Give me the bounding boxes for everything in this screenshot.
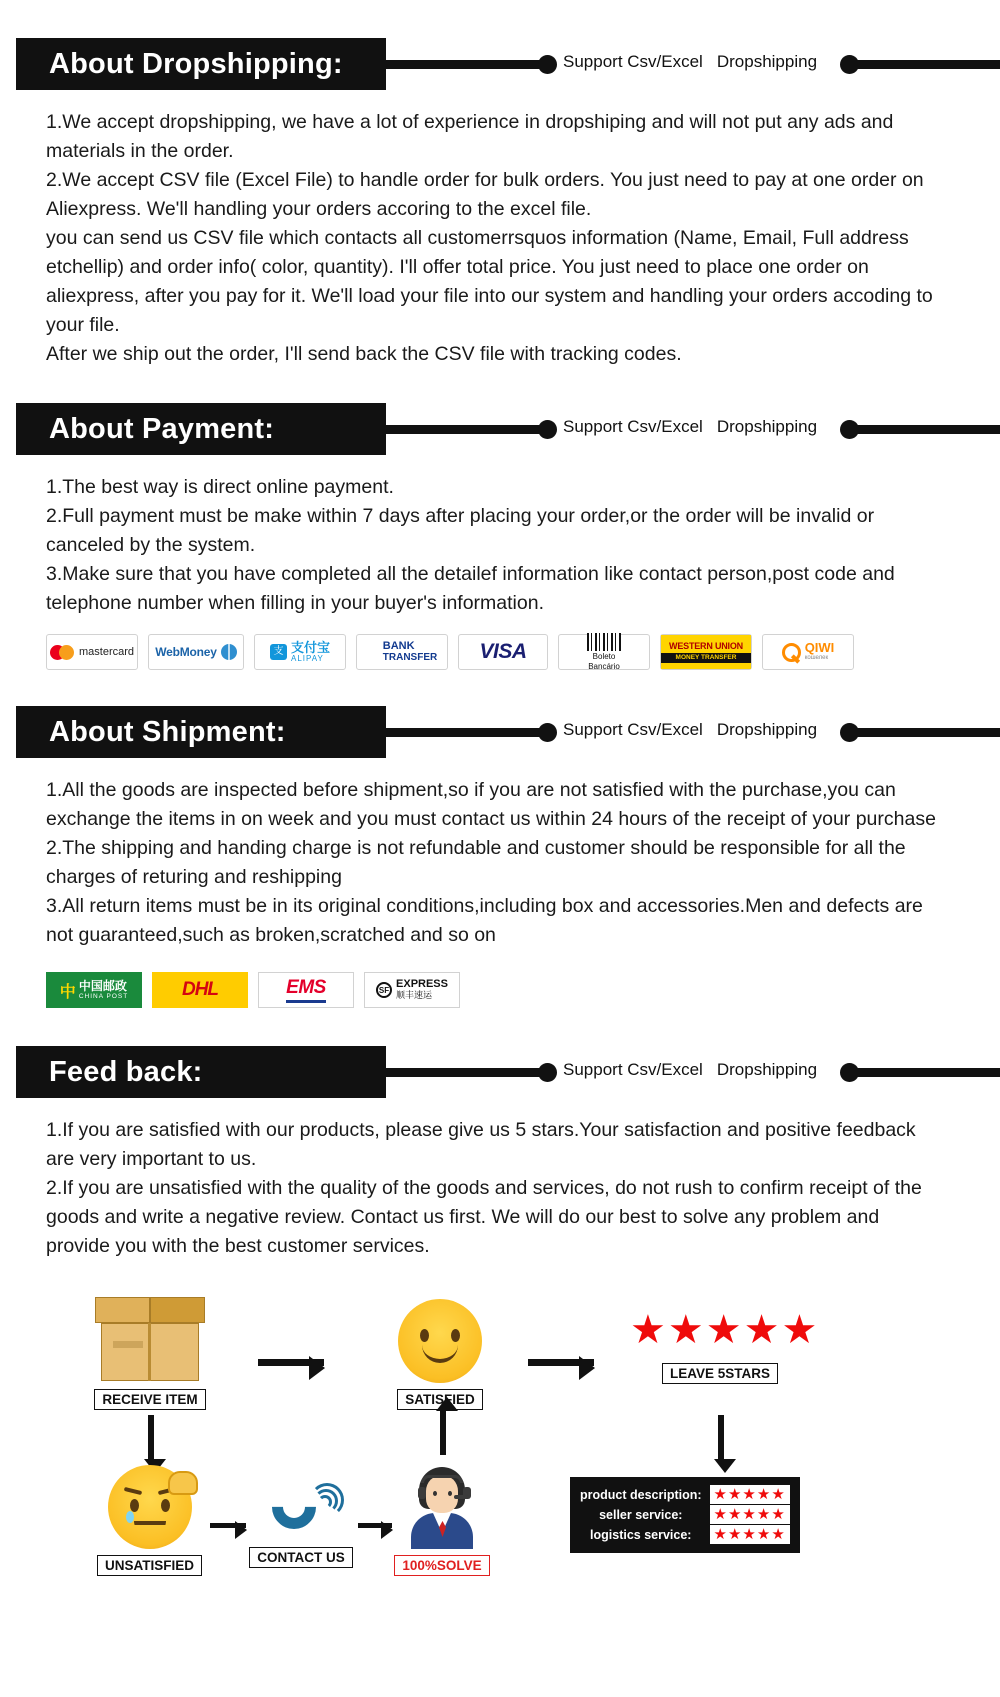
sad-face-icon	[108, 1465, 192, 1549]
page-title: About Payment:	[49, 412, 275, 445]
qiwi-label: QIWI	[804, 640, 835, 655]
header-dot-left	[538, 55, 557, 74]
shipping-logo-dhl	[152, 972, 248, 1008]
section-title-box	[16, 706, 386, 758]
payment-logos	[0, 618, 1000, 670]
header-dot-left	[538, 420, 557, 439]
section-body-dropshipping	[0, 90, 1000, 369]
header-bar-left	[386, 728, 541, 737]
section-about-shipment	[0, 670, 1000, 1008]
header-dot-left	[538, 1063, 557, 1082]
payment-logo-alipay	[254, 634, 346, 670]
five-stars-icon: ★★★★★	[630, 1308, 820, 1352]
transfer-label: TRANSFER	[382, 652, 438, 663]
ratings-box	[570, 1477, 800, 1553]
flow-arrow-contact-to-solve	[358, 1523, 392, 1528]
rating-stars-seller-service: ★★★★★	[710, 1505, 790, 1524]
happy-face-icon	[398, 1299, 482, 1383]
flow-label-contact-us: CONTACT US	[249, 1547, 353, 1568]
header-dot-left	[538, 723, 557, 742]
paragraph: After we ship out the order, I'll send back the CSV file with tracking codes.	[46, 343, 682, 365]
mastercard-icon	[50, 645, 74, 660]
sf-label-zh: 顺丰速运	[396, 990, 433, 1000]
support-dropshipping-label: Dropshipping	[716, 52, 818, 71]
payment-logo-bank-transfer	[356, 634, 448, 670]
visa-label: VISA	[479, 640, 527, 663]
support-dropshipping-label: Dropshipping	[716, 720, 818, 739]
paragraph: 1.The best way is direct online payment.	[46, 476, 394, 498]
rating-stars-cell	[710, 1485, 790, 1505]
section-header-shipment	[0, 706, 1000, 758]
shipping-logos	[0, 950, 1000, 1008]
shipping-logo-sf-express	[364, 972, 460, 1008]
flow-label-leave-5stars: LEAVE 5STARS	[662, 1363, 778, 1384]
header-support-text	[563, 720, 817, 740]
china-post-label-en: CHINA POST	[78, 992, 129, 1000]
flow-label-unsatisfied: UNSATISFIED	[97, 1555, 202, 1576]
flow-node-receive-item	[90, 1297, 210, 1410]
flow-node-ratings	[570, 1477, 800, 1558]
payment-logo-mastercard	[46, 634, 138, 670]
package-box-icon	[95, 1297, 205, 1383]
paragraph: 2.If you are unsatisfied with the quality of the goods and services, do not rush to confirm receipt of the goods and write a negative review. Contact us first. We will do our best to solve any problem and provide you with the best customer services.	[46, 1177, 922, 1257]
flow-arrow-receive-to-unsatisfied	[148, 1415, 154, 1459]
support-csv-excel-label: Support Csv/Excel	[563, 720, 703, 739]
flow-node-contact-us	[247, 1467, 355, 1568]
paragraph: 1.We accept dropshipping, we have a lot of experience in dropshiping and will not put any ads and materials in the order.	[46, 111, 894, 162]
paragraph: you can send us CSV file which contacts all customerrsquos information (Name, Email, Full address etchellip) and order info( color, quantity). I'll offer total price. You just need to place one order on aliexpress, after you pay for it. We'll load your file into our system and handling your orders accoding to your file.	[46, 227, 933, 336]
support-dropshipping-label: Dropshipping	[716, 1060, 818, 1079]
header-bar-right	[856, 1068, 1000, 1077]
section-body-payment	[0, 455, 1000, 618]
flow-arrow-stars-to-ratings	[718, 1415, 724, 1459]
flow-label-solve: 100%SOLVE	[394, 1555, 489, 1576]
support-agent-icon	[399, 1463, 485, 1549]
header-bar-left	[386, 1068, 541, 1077]
support-csv-excel-label: Support Csv/Excel	[563, 417, 703, 436]
paragraph: 2.Full payment must be make within 7 days after placing your order,or the order will be invalid or canceled by the system.	[46, 505, 875, 556]
rating-stars-cell	[710, 1505, 790, 1525]
china-post-mark: 中	[59, 983, 76, 1001]
boleto-label-2: Bancário	[588, 662, 620, 671]
header-bar-right	[856, 728, 1000, 737]
shipping-logo-ems	[258, 972, 354, 1008]
support-dropshipping-label: Dropshipping	[716, 417, 818, 436]
feedback-flow-diagram	[0, 1287, 1000, 1607]
support-csv-excel-label: Support Csv/Excel	[563, 52, 703, 71]
payment-logo-qiwi	[762, 634, 854, 670]
section-about-payment	[0, 369, 1000, 670]
flow-arrow-receive-to-satisfied	[258, 1359, 324, 1366]
payment-logo-boleto	[558, 634, 650, 670]
header-bar-right	[856, 425, 1000, 434]
rating-label-seller-service: seller service:	[599, 1508, 683, 1522]
flow-arrow-solve-to-satisfied	[440, 1411, 446, 1455]
boleto-icon	[587, 633, 621, 671]
shipping-logo-china-post	[46, 972, 142, 1008]
header-support-text	[563, 417, 817, 437]
rating-label-logistics-service: logistics service:	[590, 1528, 692, 1542]
header-support-text	[563, 52, 817, 72]
page-title: About Shipment:	[49, 715, 286, 748]
qiwi-text	[805, 642, 835, 662]
flow-node-leave-5stars	[630, 1308, 820, 1384]
section-body-feedback	[0, 1098, 1000, 1261]
section-about-dropshipping	[0, 0, 1000, 369]
payment-logo-webmoney	[148, 634, 244, 670]
china-post-icon	[46, 972, 142, 1008]
paragraph: 2.We accept CSV file (Excel File) to handle order for bulk orders. You just need to pay at one order on Aliexpress. We'll handling your orders accoring to the excel file.	[46, 169, 924, 220]
qiwi-sublabel: кошелек	[804, 655, 829, 661]
header-bar-left	[386, 60, 541, 69]
paragraph: 1.All the goods are inspected before shipment,so if you are not satisfied with the purchase,you can exchange the items in on week and you must contact us within 24 hours of the receipt of your purchase	[46, 779, 936, 830]
flow-node-satisfied	[380, 1299, 500, 1410]
phone-icon	[266, 1475, 336, 1537]
rating-label-product-description: product description:	[580, 1488, 702, 1502]
header-bar-left	[386, 425, 541, 434]
dhl-label: DHL	[181, 979, 219, 1000]
webmoney-globe-icon	[221, 644, 237, 660]
money-transfer-label: MONEY TRANSFER	[661, 653, 751, 663]
header-support-text	[563, 1060, 817, 1080]
western-union-label: WESTERN UNION	[669, 641, 743, 651]
mastercard-label: mastercard	[78, 646, 135, 658]
payment-logo-western-union	[660, 634, 752, 670]
paragraph: 3.All return items must be in its original conditions,including box and accessories.Men and defects are not guaranteed,such as broken,scratched and so on	[46, 895, 923, 946]
rating-stars-logistics-service: ★★★★★	[710, 1525, 790, 1544]
flow-node-unsatisfied	[92, 1465, 207, 1576]
header-bar-right	[856, 60, 1000, 69]
flow-label-receive-item: RECEIVE ITEM	[94, 1389, 205, 1410]
paragraph: 1.If you are satisfied with our products, please give us 5 stars.Your satisfaction and positive feedback are very important to us.	[46, 1119, 916, 1170]
section-header-payment	[0, 403, 1000, 455]
bank-transfer-icon	[367, 641, 437, 663]
paragraph: 2.The shipping and handing charge is not refundable and customer should be responsible for all the charges of returing and reshipping	[46, 837, 906, 888]
alipay-label-zh: 支付宝	[290, 639, 330, 655]
payment-logo-visa	[458, 634, 548, 670]
flow-arrow-satisfied-to-stars	[528, 1359, 594, 1366]
qiwi-icon	[782, 643, 801, 662]
page-title: Feed back:	[49, 1055, 203, 1088]
section-feedback	[0, 1008, 1000, 1607]
sf-label-en: EXPRESS	[396, 978, 448, 990]
table-row	[580, 1485, 790, 1505]
flow-arrow-unsatisfied-to-contact	[210, 1523, 246, 1528]
alipay-label-en: ALIPAY	[290, 653, 324, 663]
page-title: About Dropshipping:	[49, 47, 343, 80]
sf-express-icon	[376, 979, 448, 1001]
section-title-box	[16, 1046, 386, 1098]
section-title-box	[16, 403, 386, 455]
ratings-table	[580, 1485, 790, 1545]
alipay-icon: 支	[270, 644, 287, 660]
china-post-text	[79, 980, 128, 1001]
ems-icon	[286, 977, 326, 1003]
boleto-label-1: Boleto	[592, 652, 616, 661]
western-union-icon	[661, 635, 751, 669]
rating-stars-product-description: ★★★★★	[710, 1485, 790, 1504]
support-csv-excel-label: Support Csv/Excel	[563, 1060, 703, 1079]
section-body-shipment	[0, 758, 1000, 950]
flow-label-satisfied: SATISFIED	[397, 1389, 483, 1410]
section-title-box	[16, 38, 386, 90]
table-row	[580, 1505, 790, 1525]
dhl-icon	[152, 972, 248, 1008]
bank-label: BANK	[382, 640, 415, 652]
rating-stars-cell	[710, 1525, 790, 1545]
flow-node-solve	[390, 1463, 494, 1576]
sf-text	[396, 979, 448, 1001]
bank-transfer-text	[383, 641, 437, 663]
table-row	[580, 1525, 790, 1545]
bars-icon	[367, 646, 379, 659]
webmoney-label: WebMoney	[155, 645, 217, 659]
section-header-dropshipping	[0, 38, 1000, 90]
paragraph: 3.Make sure that you have completed all the detailef information like contact person,post code and telephone number when filling in your buyer's information.	[46, 563, 895, 614]
ems-label: EMS	[286, 977, 326, 998]
sf-mark: SF	[376, 982, 392, 998]
ems-underline	[286, 1000, 326, 1003]
china-post-label-zh: 中国邮政	[78, 978, 127, 993]
section-header-feedback	[0, 1046, 1000, 1098]
barcode-icon	[587, 633, 621, 651]
alipay-text	[290, 639, 330, 663]
